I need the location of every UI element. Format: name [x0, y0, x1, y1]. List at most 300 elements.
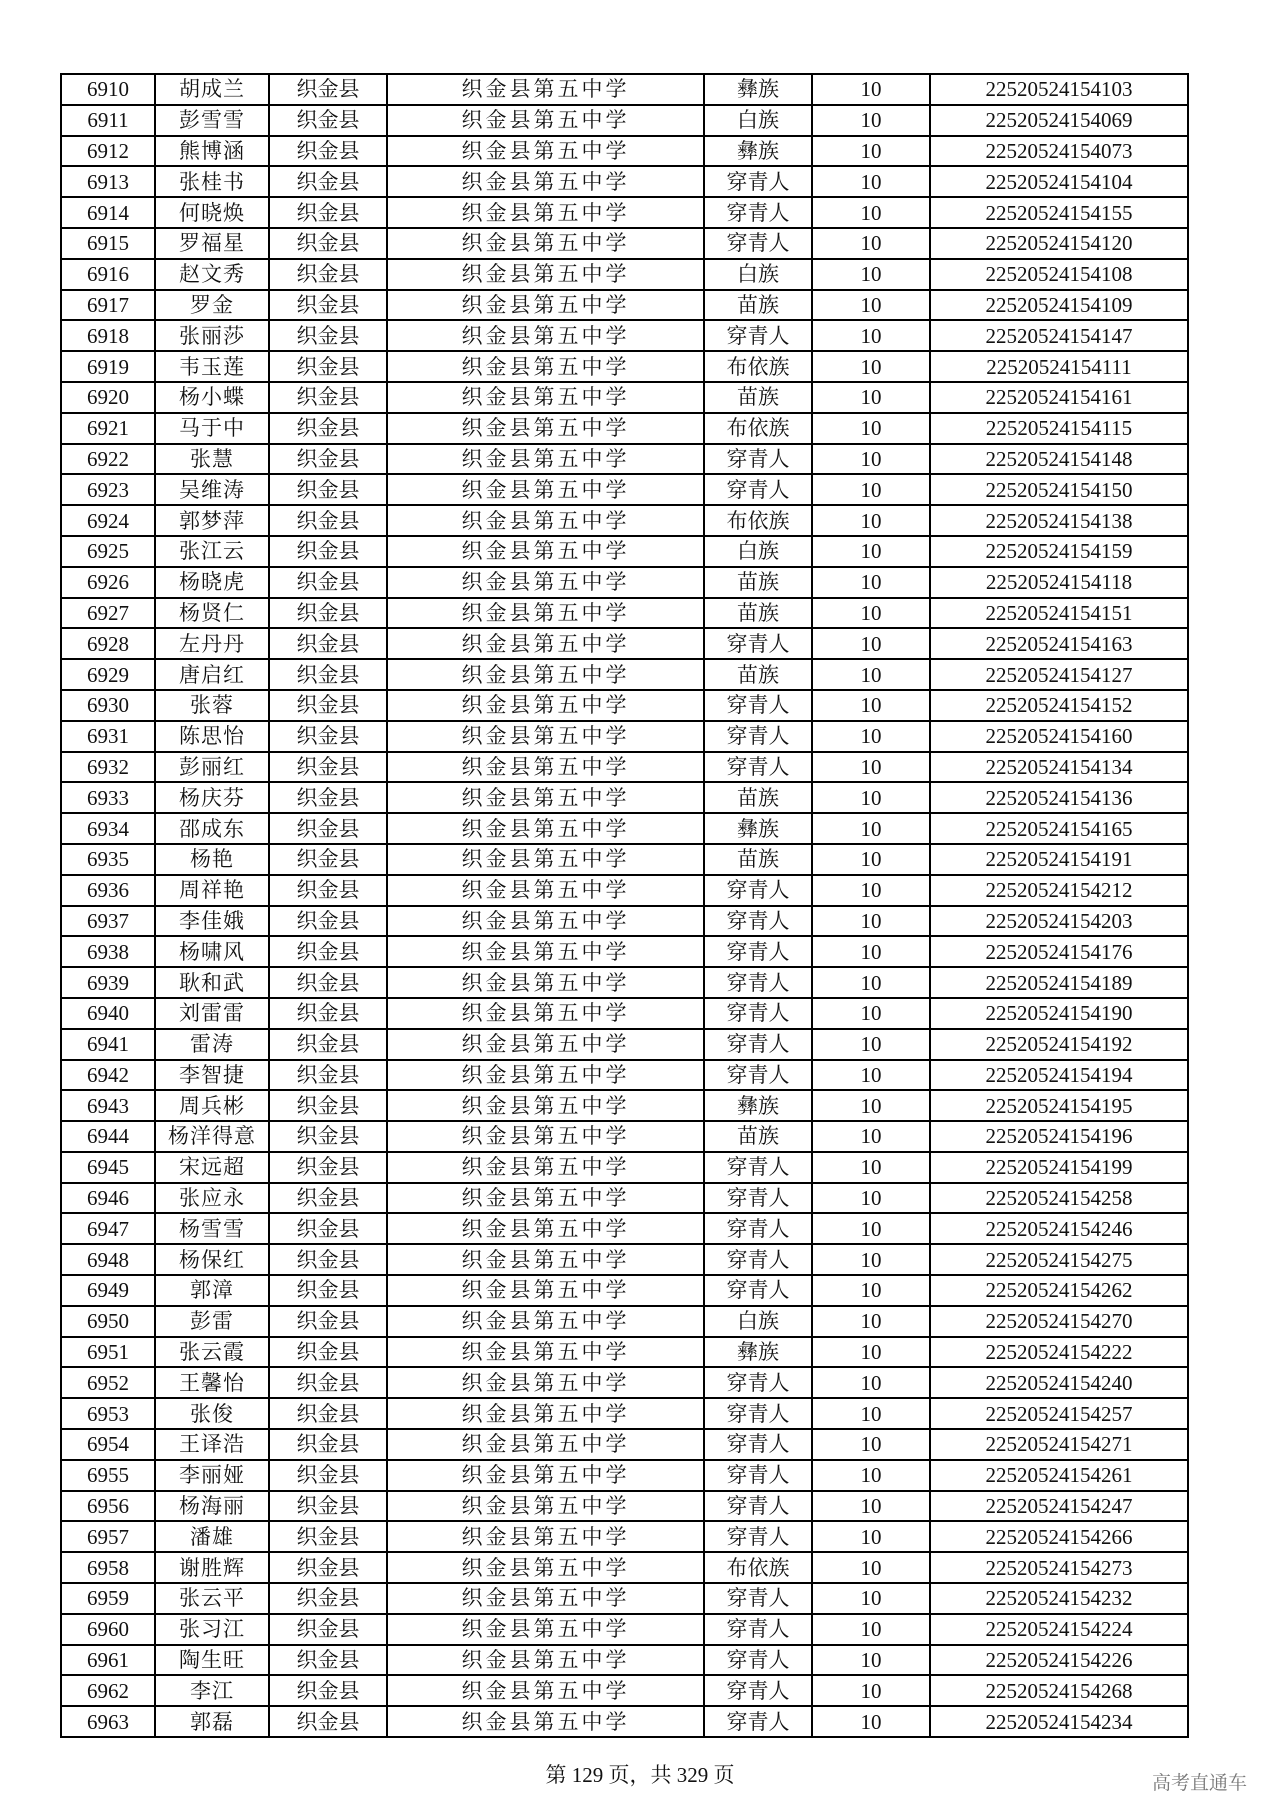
county-cell: 织金县: [269, 1306, 387, 1337]
ethnicity-cell: 穿青人: [704, 906, 812, 937]
school-cell: 织金县第五中学: [387, 998, 704, 1029]
score-cell: 10: [812, 1675, 930, 1706]
ethnicity-cell: 穿青人: [704, 1583, 812, 1614]
table-row: [61, 782, 1188, 813]
exam-id-cell: 22520524154222: [930, 1337, 1188, 1368]
table-row: [61, 1090, 1188, 1121]
exam-id-cell: 22520524154195: [930, 1090, 1188, 1121]
score-cell: 10: [812, 1121, 930, 1152]
county-cell: 织金县: [269, 875, 387, 906]
table-row: [61, 259, 1188, 290]
student-name-cell: 谢胜辉: [155, 1552, 269, 1583]
score-cell: 10: [812, 1244, 930, 1275]
student-name-cell: 李江: [155, 1675, 269, 1706]
county-cell: 织金县: [269, 166, 387, 197]
score-cell: 10: [812, 1090, 930, 1121]
student-name-cell: 杨海丽: [155, 1491, 269, 1522]
county-cell: 织金县: [269, 721, 387, 752]
student-name-cell: 张云霞: [155, 1337, 269, 1368]
score-cell: 10: [812, 413, 930, 444]
table-row: [61, 382, 1188, 413]
table-row: [61, 474, 1188, 505]
school-cell: 织金县第五中学: [387, 1491, 704, 1522]
exam-id-cell: 22520524154273: [930, 1552, 1188, 1583]
score-cell: 10: [812, 1337, 930, 1368]
student-name-cell: 罗福星: [155, 228, 269, 259]
ethnicity-cell: 苗族: [704, 659, 812, 690]
row-number-cell: 6958: [61, 1552, 155, 1583]
county-cell: 织金县: [269, 659, 387, 690]
ethnicity-cell: 布依族: [704, 413, 812, 444]
school-cell: 织金县第五中学: [387, 1152, 704, 1183]
ethnicity-cell: 布依族: [704, 351, 812, 382]
exam-id-cell: 22520524154134: [930, 752, 1188, 783]
table-row: [61, 1460, 1188, 1491]
school-cell: 织金县第五中学: [387, 1675, 704, 1706]
score-cell: 10: [812, 1306, 930, 1337]
row-number-cell: 6931: [61, 721, 155, 752]
county-cell: 织金县: [269, 444, 387, 475]
county-cell: 织金县: [269, 1121, 387, 1152]
county-cell: 织金县: [269, 1183, 387, 1214]
row-number-cell: 6918: [61, 320, 155, 351]
school-cell: 织金县第五中学: [387, 74, 704, 105]
exam-id-cell: 22520524154152: [930, 690, 1188, 721]
score-cell: 10: [812, 1706, 930, 1737]
table-row: [61, 1552, 1188, 1583]
school-cell: 织金县第五中学: [387, 320, 704, 351]
school-cell: 织金县第五中学: [387, 1337, 704, 1368]
score-cell: 10: [812, 967, 930, 998]
ethnicity-cell: 穿青人: [704, 967, 812, 998]
exam-id-cell: 22520524154271: [930, 1429, 1188, 1460]
score-cell: 10: [812, 1645, 930, 1676]
school-cell: 织金县第五中学: [387, 1460, 704, 1491]
table-row: [61, 752, 1188, 783]
school-cell: 织金县第五中学: [387, 228, 704, 259]
exam-id-cell: 22520524154212: [930, 875, 1188, 906]
ethnicity-cell: 穿青人: [704, 936, 812, 967]
row-number-cell: 6911: [61, 105, 155, 136]
score-cell: 10: [812, 1367, 930, 1398]
county-cell: 织金县: [269, 813, 387, 844]
score-cell: 10: [812, 752, 930, 783]
county-cell: 织金县: [269, 320, 387, 351]
row-number-cell: 6917: [61, 290, 155, 321]
row-number-cell: 6938: [61, 936, 155, 967]
table-row: [61, 598, 1188, 629]
row-number-cell: 6962: [61, 1675, 155, 1706]
ethnicity-cell: 穿青人: [704, 1183, 812, 1214]
school-cell: 织金县第五中学: [387, 628, 704, 659]
school-cell: 织金县第五中学: [387, 1429, 704, 1460]
school-cell: 织金县第五中学: [387, 505, 704, 536]
table-row: [61, 1121, 1188, 1152]
score-cell: 10: [812, 567, 930, 598]
exam-id-cell: 22520524154108: [930, 259, 1188, 290]
ethnicity-cell: 穿青人: [704, 1029, 812, 1060]
student-name-cell: 张慧: [155, 444, 269, 475]
school-cell: 织金县第五中学: [387, 659, 704, 690]
exam-id-cell: 22520524154190: [930, 998, 1188, 1029]
ethnicity-cell: 白族: [704, 259, 812, 290]
row-number-cell: 6930: [61, 690, 155, 721]
school-cell: 织金县第五中学: [387, 1614, 704, 1645]
table-row: [61, 1521, 1188, 1552]
county-cell: 织金县: [269, 290, 387, 321]
table-row: [61, 875, 1188, 906]
school-cell: 织金县第五中学: [387, 782, 704, 813]
county-cell: 织金县: [269, 1244, 387, 1275]
score-cell: 10: [812, 628, 930, 659]
county-cell: 织金县: [269, 1614, 387, 1645]
score-cell: 10: [812, 536, 930, 567]
score-cell: 10: [812, 166, 930, 197]
score-cell: 10: [812, 444, 930, 475]
score-cell: 10: [812, 844, 930, 875]
score-cell: 10: [812, 782, 930, 813]
score-cell: 10: [812, 1521, 930, 1552]
score-cell: 10: [812, 1552, 930, 1583]
student-name-cell: 杨庆芬: [155, 782, 269, 813]
student-name-cell: 李佳娥: [155, 906, 269, 937]
table-row: [61, 1398, 1188, 1429]
exam-id-cell: 22520524154268: [930, 1675, 1188, 1706]
county-cell: 织金县: [269, 936, 387, 967]
ethnicity-cell: 苗族: [704, 598, 812, 629]
exam-id-cell: 22520524154270: [930, 1306, 1188, 1337]
table-row: [61, 413, 1188, 444]
school-cell: 织金县第五中学: [387, 1244, 704, 1275]
student-name-cell: 何晓焕: [155, 197, 269, 228]
ethnicity-cell: 穿青人: [704, 1614, 812, 1645]
table-row: [61, 1213, 1188, 1244]
ethnicity-cell: 穿青人: [704, 166, 812, 197]
row-number-cell: 6936: [61, 875, 155, 906]
county-cell: 织金县: [269, 382, 387, 413]
table-row: [61, 906, 1188, 937]
row-number-cell: 6920: [61, 382, 155, 413]
student-name-cell: 张桂书: [155, 166, 269, 197]
county-cell: 织金县: [269, 474, 387, 505]
score-cell: 10: [812, 474, 930, 505]
exam-id-cell: 22520524154115: [930, 413, 1188, 444]
school-cell: 织金县第五中学: [387, 844, 704, 875]
ethnicity-cell: 穿青人: [704, 1675, 812, 1706]
county-cell: 织金县: [269, 844, 387, 875]
student-name-cell: 邵成东: [155, 813, 269, 844]
ethnicity-cell: 苗族: [704, 290, 812, 321]
row-number-cell: 6940: [61, 998, 155, 1029]
table-row: [61, 1337, 1188, 1368]
exam-id-cell: 22520524154196: [930, 1121, 1188, 1152]
table-row: [61, 1306, 1188, 1337]
row-number-cell: 6926: [61, 567, 155, 598]
exam-id-cell: 22520524154151: [930, 598, 1188, 629]
school-cell: 织金县第五中学: [387, 936, 704, 967]
student-name-cell: 彭丽红: [155, 752, 269, 783]
row-number-cell: 6925: [61, 536, 155, 567]
school-cell: 织金县第五中学: [387, 1521, 704, 1552]
school-cell: 织金县第五中学: [387, 967, 704, 998]
school-cell: 织金县第五中学: [387, 1706, 704, 1737]
exam-id-cell: 22520524154150: [930, 474, 1188, 505]
row-number-cell: 6924: [61, 505, 155, 536]
results-table: [60, 73, 1189, 1738]
row-number-cell: 6934: [61, 813, 155, 844]
score-cell: 10: [812, 1614, 930, 1645]
county-cell: 织金县: [269, 598, 387, 629]
school-cell: 织金县第五中学: [387, 1090, 704, 1121]
score-cell: 10: [812, 320, 930, 351]
table-row: [61, 1706, 1188, 1737]
school-cell: 织金县第五中学: [387, 413, 704, 444]
row-number-cell: 6912: [61, 136, 155, 167]
score-cell: 10: [812, 197, 930, 228]
school-cell: 织金县第五中学: [387, 290, 704, 321]
school-cell: 织金县第五中学: [387, 813, 704, 844]
school-cell: 织金县第五中学: [387, 690, 704, 721]
exam-id-cell: 22520524154069: [930, 105, 1188, 136]
table-row: [61, 1275, 1188, 1306]
county-cell: 织金县: [269, 1090, 387, 1121]
student-name-cell: 张云平: [155, 1583, 269, 1614]
row-number-cell: 6948: [61, 1244, 155, 1275]
county-cell: 织金县: [269, 1275, 387, 1306]
ethnicity-cell: 布依族: [704, 1552, 812, 1583]
ethnicity-cell: 穿青人: [704, 998, 812, 1029]
ethnicity-cell: 穿青人: [704, 752, 812, 783]
school-cell: 织金县第五中学: [387, 1583, 704, 1614]
ethnicity-cell: 白族: [704, 1306, 812, 1337]
county-cell: 织金县: [269, 105, 387, 136]
ethnicity-cell: 穿青人: [704, 1521, 812, 1552]
exam-id-cell: 22520524154109: [930, 290, 1188, 321]
table-row: [61, 1183, 1188, 1214]
county-cell: 织金县: [269, 1583, 387, 1614]
ethnicity-cell: 穿青人: [704, 1367, 812, 1398]
ethnicity-cell: 穿青人: [704, 1152, 812, 1183]
student-name-cell: 杨艳: [155, 844, 269, 875]
table-row: [61, 1583, 1188, 1614]
school-cell: 织金县第五中学: [387, 1645, 704, 1676]
student-name-cell: 彭雷: [155, 1306, 269, 1337]
school-cell: 织金县第五中学: [387, 1367, 704, 1398]
score-cell: 10: [812, 1060, 930, 1091]
exam-id-cell: 22520524154262: [930, 1275, 1188, 1306]
student-name-cell: 杨贤仁: [155, 598, 269, 629]
student-name-cell: 杨雪雪: [155, 1213, 269, 1244]
row-number-cell: 6933: [61, 782, 155, 813]
table-row: [61, 536, 1188, 567]
score-cell: 10: [812, 382, 930, 413]
student-name-cell: 杨保红: [155, 1244, 269, 1275]
student-name-cell: 周祥艳: [155, 875, 269, 906]
exam-id-cell: 22520524154136: [930, 782, 1188, 813]
table-row: [61, 1367, 1188, 1398]
row-number-cell: 6923: [61, 474, 155, 505]
student-name-cell: 唐启红: [155, 659, 269, 690]
student-name-cell: 胡成兰: [155, 74, 269, 105]
county-cell: 织金县: [269, 1429, 387, 1460]
ethnicity-cell: 穿青人: [704, 690, 812, 721]
table-row: [61, 105, 1188, 136]
ethnicity-cell: 彝族: [704, 1337, 812, 1368]
table-row: [61, 1614, 1188, 1645]
county-cell: 织金县: [269, 228, 387, 259]
exam-id-cell: 22520524154155: [930, 197, 1188, 228]
exam-id-cell: 22520524154226: [930, 1645, 1188, 1676]
exam-id-cell: 22520524154266: [930, 1521, 1188, 1552]
school-cell: 织金县第五中学: [387, 259, 704, 290]
ethnicity-cell: 穿青人: [704, 1213, 812, 1244]
ethnicity-cell: 彝族: [704, 1090, 812, 1121]
exam-id-cell: 22520524154199: [930, 1152, 1188, 1183]
score-cell: 10: [812, 351, 930, 382]
exam-id-cell: 22520524154165: [930, 813, 1188, 844]
school-cell: 织金县第五中学: [387, 1029, 704, 1060]
county-cell: 织金县: [269, 413, 387, 444]
school-cell: 织金县第五中学: [387, 1183, 704, 1214]
score-cell: 10: [812, 998, 930, 1029]
county-cell: 织金县: [269, 259, 387, 290]
watermark: 高考直通车: [1152, 1772, 1248, 1794]
exam-id-cell: 22520524154232: [930, 1583, 1188, 1614]
exam-id-cell: 22520524154247: [930, 1491, 1188, 1522]
table-row: [61, 1244, 1188, 1275]
score-cell: 10: [812, 1398, 930, 1429]
ethnicity-cell: 穿青人: [704, 228, 812, 259]
table-row: [61, 197, 1188, 228]
table-row: [61, 967, 1188, 998]
ethnicity-cell: 苗族: [704, 844, 812, 875]
student-name-cell: 张习江: [155, 1614, 269, 1645]
ethnicity-cell: 彝族: [704, 74, 812, 105]
ethnicity-cell: 苗族: [704, 567, 812, 598]
ethnicity-cell: 穿青人: [704, 721, 812, 752]
score-cell: 10: [812, 228, 930, 259]
school-cell: 织金县第五中学: [387, 166, 704, 197]
student-name-cell: 熊博涵: [155, 136, 269, 167]
table-row: [61, 1152, 1188, 1183]
score-cell: 10: [812, 936, 930, 967]
table-row: [61, 1675, 1188, 1706]
student-name-cell: 左丹丹: [155, 628, 269, 659]
table-row: [61, 74, 1188, 105]
row-number-cell: 6942: [61, 1060, 155, 1091]
school-cell: 织金县第五中学: [387, 1306, 704, 1337]
student-name-cell: 罗金: [155, 290, 269, 321]
row-number-cell: 6910: [61, 74, 155, 105]
table-row: [61, 628, 1188, 659]
exam-id-cell: 22520524154147: [930, 320, 1188, 351]
score-cell: 10: [812, 1491, 930, 1522]
table-row: [61, 444, 1188, 475]
ethnicity-cell: 苗族: [704, 782, 812, 813]
row-number-cell: 6959: [61, 1583, 155, 1614]
row-number-cell: 6946: [61, 1183, 155, 1214]
county-cell: 织金县: [269, 1213, 387, 1244]
score-cell: 10: [812, 813, 930, 844]
row-number-cell: 6951: [61, 1337, 155, 1368]
row-number-cell: 6914: [61, 197, 155, 228]
table-row: [61, 1029, 1188, 1060]
exam-id-cell: 22520524154224: [930, 1614, 1188, 1645]
county-cell: 织金县: [269, 1029, 387, 1060]
exam-id-cell: 22520524154189: [930, 967, 1188, 998]
row-number-cell: 6963: [61, 1706, 155, 1737]
table-row: [61, 228, 1188, 259]
table-row: [61, 1429, 1188, 1460]
student-name-cell: 雷涛: [155, 1029, 269, 1060]
row-number-cell: 6952: [61, 1367, 155, 1398]
exam-id-cell: 22520524154192: [930, 1029, 1188, 1060]
county-cell: 织金县: [269, 1675, 387, 1706]
county-cell: 织金县: [269, 536, 387, 567]
student-name-cell: 杨洋得意: [155, 1121, 269, 1152]
county-cell: 织金县: [269, 1337, 387, 1368]
ethnicity-cell: 穿青人: [704, 1244, 812, 1275]
table-row: [61, 659, 1188, 690]
score-cell: 10: [812, 290, 930, 321]
exam-id-cell: 22520524154127: [930, 659, 1188, 690]
exam-id-cell: 22520524154246: [930, 1213, 1188, 1244]
row-number-cell: 6932: [61, 752, 155, 783]
row-number-cell: 6950: [61, 1306, 155, 1337]
student-name-cell: 杨啸风: [155, 936, 269, 967]
student-name-cell: 张蓉: [155, 690, 269, 721]
school-cell: 织金县第五中学: [387, 197, 704, 228]
exam-id-cell: 22520524154148: [930, 444, 1188, 475]
ethnicity-cell: 穿青人: [704, 1645, 812, 1676]
ethnicity-cell: 苗族: [704, 382, 812, 413]
row-number-cell: 6944: [61, 1121, 155, 1152]
county-cell: 织金县: [269, 782, 387, 813]
ethnicity-cell: 彝族: [704, 136, 812, 167]
exam-id-cell: 22520524154118: [930, 567, 1188, 598]
score-cell: 10: [812, 74, 930, 105]
county-cell: 织金县: [269, 998, 387, 1029]
county-cell: 织金县: [269, 1152, 387, 1183]
exam-id-cell: 22520524154073: [930, 136, 1188, 167]
county-cell: 织金县: [269, 628, 387, 659]
student-name-cell: 王馨怡: [155, 1367, 269, 1398]
school-cell: 织金县第五中学: [387, 906, 704, 937]
exam-id-cell: 22520524154163: [930, 628, 1188, 659]
student-name-cell: 杨晓虎: [155, 567, 269, 598]
student-name-cell: 吴维涛: [155, 474, 269, 505]
school-cell: 织金县第五中学: [387, 474, 704, 505]
row-number-cell: 6960: [61, 1614, 155, 1645]
county-cell: 织金县: [269, 752, 387, 783]
student-name-cell: 张江云: [155, 536, 269, 567]
ethnicity-cell: 穿青人: [704, 1060, 812, 1091]
exam-id-cell: 22520524154176: [930, 936, 1188, 967]
exam-id-cell: 22520524154111: [930, 351, 1188, 382]
row-number-cell: 6937: [61, 906, 155, 937]
county-cell: 织金县: [269, 1521, 387, 1552]
row-number-cell: 6949: [61, 1275, 155, 1306]
exam-id-cell: 22520524154103: [930, 74, 1188, 105]
school-cell: 织金县第五中学: [387, 444, 704, 475]
table-row: [61, 505, 1188, 536]
row-number-cell: 6954: [61, 1429, 155, 1460]
student-name-cell: 张丽莎: [155, 320, 269, 351]
ethnicity-cell: 苗族: [704, 1121, 812, 1152]
student-name-cell: 潘雄: [155, 1521, 269, 1552]
county-cell: 织金县: [269, 197, 387, 228]
table-row: [61, 320, 1188, 351]
